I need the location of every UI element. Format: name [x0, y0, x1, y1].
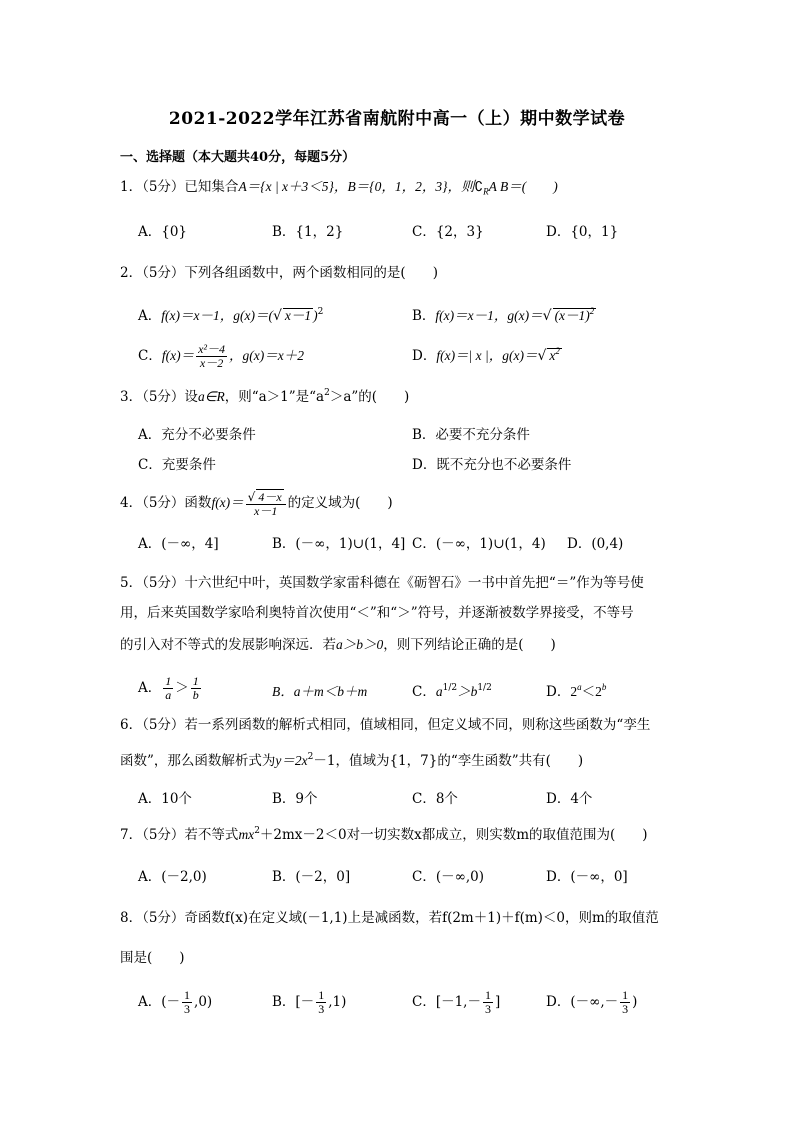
q6-option-a: A．10个	[138, 791, 192, 807]
q8-b-num: 1	[318, 988, 325, 1002]
q3-stem-math: a∈R	[197, 389, 225, 404]
q5-a-num-1: 1	[165, 674, 172, 688]
question-2-stem: 2．（5分）下列各组函数中，两个函数相同的是( )	[120, 265, 438, 281]
q8-option-a	[138, 989, 212, 1016]
q5-option-b: B．a＋m＜b＋m	[272, 684, 368, 699]
q5-c-gt: ＞b	[457, 684, 478, 699]
q1-option-b: B．{1，2}	[272, 224, 344, 240]
q4-option-d: D．(0,4)	[567, 536, 624, 552]
q8-b-tail: ,1)	[328, 994, 347, 1010]
q8-b-den: 3	[318, 1002, 325, 1016]
q5-a-num-2: 1	[192, 674, 199, 688]
q4-fraction	[246, 489, 286, 518]
q5-c-base: a	[435, 684, 443, 699]
q2-c-denominator: x－2	[199, 356, 224, 370]
q8-d-label: D．(－∞,－	[546, 994, 619, 1010]
q7-stem-a: 7．（5分）若不等式	[120, 827, 239, 843]
q7-option-c: C．(－∞,0)	[412, 869, 484, 885]
q2-d-label: D．	[412, 348, 437, 364]
q7-exponent: 2	[254, 826, 260, 836]
q2-option-b	[412, 306, 596, 326]
q2-option-a	[138, 306, 323, 326]
section-heading: 一、选择题（本大题共40分，每题5分）	[120, 150, 356, 165]
q7-stem-b: ＋2mx－2＜0对一切实数x都成立，则实数m的取值范围为( )	[259, 827, 648, 843]
q2-b-functions: f(x)＝x－1，g(x)＝	[435, 308, 543, 323]
q5-c-exponent-2: 1/2	[477, 683, 492, 693]
q8-c-den: 3	[484, 1002, 491, 1016]
sqrt-icon: √	[537, 348, 547, 364]
question-5-line-2: 用，后来英国数学家哈利奥特首次使用“＜”和“＞”符号，并逐渐被数学界接受，不等号	[120, 605, 634, 621]
q6-line2-b: －1，值域为{1，7}的“孪生函数”共有( )	[313, 753, 584, 769]
q6-option-c: C．8个	[412, 791, 458, 807]
q5-line3-a: 的引入对不等式的发展影响深远．若	[120, 637, 336, 653]
q5-c-exponent: 1/2	[442, 683, 458, 693]
q6-exponent: 2	[307, 752, 314, 762]
question-1-stem	[120, 177, 558, 202]
q1-complement-symbol: ∁	[474, 179, 484, 194]
q3-stem-c: ＞a”的( )	[329, 389, 410, 405]
q1-prefix: 1．（5分）已知集合	[120, 179, 239, 195]
q4-radicand: 4－x	[258, 490, 282, 504]
question-6-line-1: 6．（5分）若一系列函数的解析式相同，值域相同，但定义域不同，则称这些函数为“孪生	[120, 717, 651, 733]
q1-option-c: C．{2，3}	[412, 224, 484, 240]
q7-stem-math: mx	[238, 827, 255, 842]
q5-option-a	[138, 675, 203, 702]
q5-d-lt: ＜2	[581, 684, 602, 699]
q8-c-num: 1	[484, 988, 491, 1002]
q8-b-fraction	[316, 989, 326, 1016]
q2-a-label: A．	[138, 308, 162, 324]
q2-b-exponent: 2	[589, 306, 595, 316]
q6-option-b: B．9个	[272, 791, 318, 807]
q8-d-den: 3	[622, 1002, 629, 1016]
q4-denominator: x－1	[254, 504, 278, 518]
q8-option-c	[412, 989, 500, 1016]
q3-stem-a: 3．（5分）设	[120, 389, 198, 405]
q2-d-radicand	[547, 348, 562, 363]
q4-option-c: C．(－∞，1)∪(1，4)	[412, 536, 546, 552]
sqrt-icon: √	[247, 490, 256, 504]
q7-option-a: A．(－2,0)	[138, 869, 207, 885]
q4-option-b: B．(－∞，1)∪(1，4]	[272, 536, 406, 552]
q6-line2-a: 函数”，那么函数解析式为	[120, 753, 276, 769]
q2-c-g: ，g(x)＝x＋2	[229, 348, 304, 363]
q2-b-radicand-base: (x－1)	[554, 308, 590, 323]
q8-a-den: 3	[184, 1002, 191, 1016]
q1-set-a: A＝{x | x＋3＜5}，	[238, 179, 348, 194]
q5-a-fraction-1	[163, 675, 173, 702]
q2-option-c	[138, 343, 304, 370]
sqrt-icon: √	[272, 308, 282, 324]
q5-line3-b: ，则下列结论正确的是( )	[383, 637, 556, 653]
q5-d-exponent-1: a	[577, 682, 582, 692]
q8-c-fraction	[483, 989, 493, 1016]
q3-exponent: 2	[324, 388, 330, 398]
question-5-line-1: 5．（5分）十六世纪中叶，英国数学家雷科德在《砺智石》一书中首先把“＝”作为等号使	[120, 575, 644, 591]
question-8-line-1: 8．（5分）奇函数f(x)在定义域(－1,1)上是减函数，若f(2m＋1)＋f(m)＜0，则m的取值范	[120, 910, 659, 926]
q8-a-num: 1	[184, 988, 191, 1002]
q2-c-f: f(x)＝	[161, 348, 195, 363]
q2-d-radicand-base: x	[549, 348, 556, 363]
q1-set-b: B＝{0，1，2，3}，则	[347, 179, 475, 194]
q1-tail: A B＝( )	[488, 179, 558, 194]
q2-a-exponent: 2	[317, 307, 324, 317]
q1-option-a: A．{0}	[138, 224, 188, 240]
q3-stem-b: ，则“a＞1”是“a	[224, 389, 325, 405]
q5-a-den-1: a	[165, 688, 172, 702]
q3-option-c: C．充要条件	[138, 457, 216, 473]
q2-a-radicand: x－1	[284, 308, 312, 323]
q5-option-d	[546, 682, 606, 702]
q3-option-d: D．既不充分也不必要条件	[412, 457, 572, 473]
q8-b-label: B．[－	[272, 994, 315, 1010]
q2-a-functions: f(x)＝x－1，g(x)＝(	[161, 308, 273, 323]
q2-b-radicand	[553, 308, 597, 323]
q8-d-tail: )	[632, 994, 638, 1010]
q2-b-label: B．	[412, 308, 436, 324]
q8-a-fraction	[182, 989, 192, 1016]
q2-d-exponent: 2	[555, 346, 560, 356]
q3-option-a: A．充分不必要条件	[138, 427, 256, 443]
q7-option-d: D．(－∞，0]	[546, 869, 628, 885]
q8-d-num: 1	[622, 988, 629, 1002]
q4-option-a: A．(－∞，4]	[138, 536, 219, 552]
q5-a-fraction-2	[191, 675, 201, 702]
q5-c-label: C．	[412, 684, 436, 700]
q5-a-label: A．	[138, 680, 162, 696]
exam-title: 2021-2022学年江苏省南航附中高一（上）期中数学试卷	[168, 109, 626, 129]
q8-c-label: C．[－1,－	[412, 994, 481, 1010]
q2-option-d	[412, 346, 562, 366]
q8-option-d	[546, 989, 637, 1016]
q8-d-fraction	[620, 989, 630, 1016]
q1-complement-sub: R	[483, 186, 489, 197]
q2-c-label: C．	[138, 348, 162, 364]
q8-c-tail: ]	[494, 994, 501, 1010]
question-8-line-2: 围是( )	[120, 950, 185, 966]
q4-f: f(x)＝	[211, 495, 244, 510]
sqrt-icon: √	[542, 308, 552, 324]
q6-option-d: D．4个	[546, 791, 593, 807]
question-3-stem	[120, 387, 409, 407]
q8-a-tail: ,0)	[194, 994, 213, 1010]
q2-a-tail: )	[313, 308, 318, 323]
question-7-stem	[120, 825, 648, 845]
q5-a-gt: ＞	[175, 680, 189, 696]
q5-option-c	[412, 682, 492, 702]
question-6-line-2	[120, 751, 680, 771]
q5-a-den-2: b	[192, 688, 199, 702]
q7-option-b: B．(－2，0]	[272, 869, 351, 885]
q5-d-label: D．	[546, 684, 571, 700]
q2-d-functions: f(x)＝| x |，g(x)＝	[436, 348, 538, 363]
q4-numerator	[246, 489, 286, 505]
q4-stem-a: 4．（5分）函数	[120, 495, 212, 511]
q2-c-fraction	[196, 343, 227, 370]
q4-stem-b: 的定义域为( )	[287, 495, 393, 511]
q5-line3-math: a＞b＞0	[336, 637, 384, 652]
question-5-line-3	[120, 635, 680, 655]
q8-option-b	[272, 989, 346, 1016]
q5-d-base: 2	[570, 684, 578, 699]
q8-a-label: A．(－	[138, 994, 181, 1010]
q6-line2-math: y＝2x	[275, 753, 308, 768]
question-4-stem	[120, 489, 393, 518]
q3-option-b: B．必要不充分条件	[412, 427, 530, 443]
q5-d-exponent-2: b	[601, 682, 607, 692]
q1-option-d: D．{0，1}	[546, 224, 619, 240]
q2-c-numerator: x²－4	[198, 342, 226, 356]
